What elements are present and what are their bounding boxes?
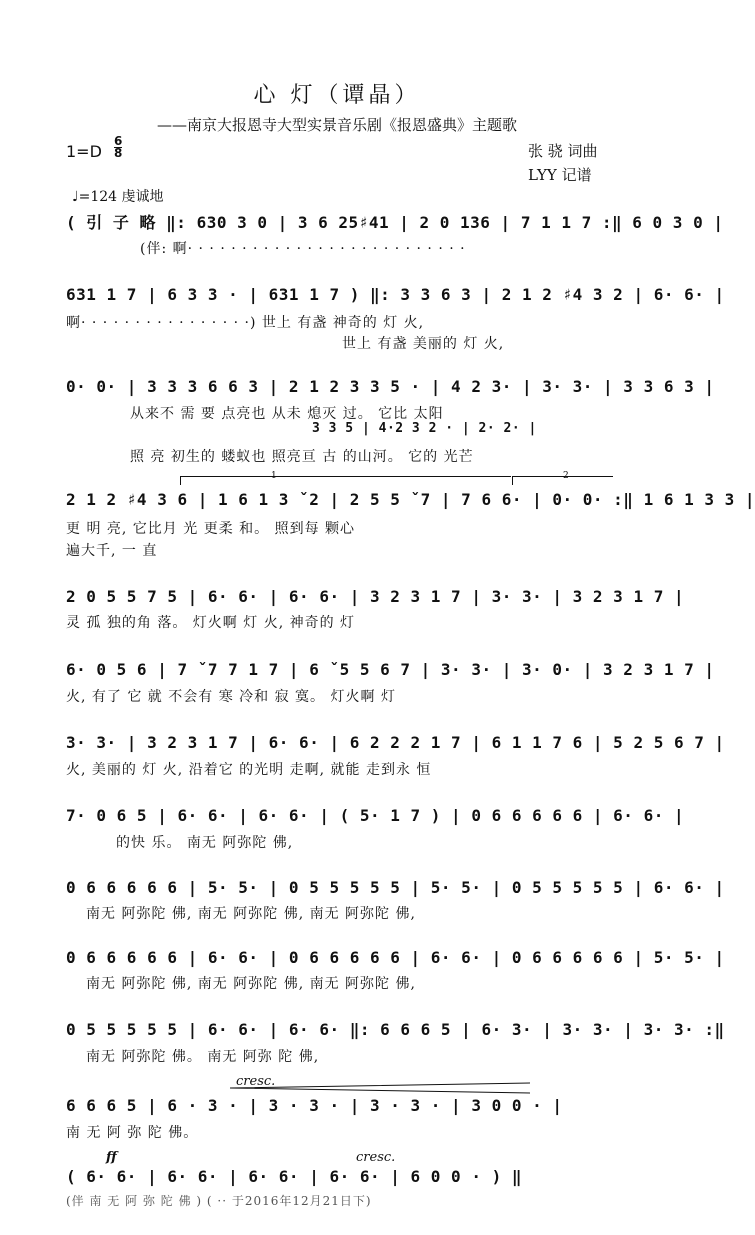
notation-row-7: 3· 3· | 3 2 3 1 7 | 6· 6· | 6 2 2 2 1 7 | 6 1 1 7 6 | 5 2 5 6 7 |	[66, 733, 725, 752]
cresc-mark-1: cresc.	[236, 1074, 276, 1089]
notation-row-2: 631 1 7 | 6 3 3 · | 631 1 7 ) ‖: 3 3 6 3 | 2 1 2 ♯4 3 2 | 6· 6· |	[66, 285, 725, 304]
notation-row-9: 0 6 6 6 6 6 | 5· 5· | 0 5 5 5 5 5 | 5· 5· | 0 5 5 5 5 5 | 6· 6· |	[66, 878, 725, 897]
lyric-row-9: 南无 阿弥陀 佛, 南无 阿弥陀 佛, 南无 阿弥陀 佛,	[86, 906, 416, 922]
notation-row-5: 2 0 5 5 7 5 | 6· 6· | 6· 6· | 3 2 3 1 7 | 3· 3· | 3 2 3 1 7 |	[66, 587, 685, 606]
lyric-row-8: 的快 乐。 南无 阿弥陀 佛,	[116, 835, 294, 851]
time-signature	[114, 136, 122, 159]
notation-row-12: 6 6 6 5 | 6 · 3 · | 3 · 3 · | 3 · 3 · | 3 0 0 · |	[66, 1096, 563, 1115]
dynamic-ff: ff	[106, 1150, 117, 1165]
tempo-marking: ♩=124 虔诚地	[72, 189, 164, 205]
notation-row-1: ( 引 子 略 ‖: 630 3 0 | 3 6 25♯41 | 2 0 136 | 7 1 1 7 :‖ 6 0 3 0 |	[66, 213, 724, 232]
volta-bracket-2	[512, 471, 613, 485]
volta-number-1: 1	[271, 471, 277, 481]
cresc-mark-2: cresc.	[356, 1150, 396, 1165]
notation-row-6: 6· 0 5 6 | 7 ˇ7 7 1 7 | 6 ˇ5 5 6 7 | 3· 3· | 3· 0· | 3 2 3 1 7 |	[66, 660, 715, 679]
lyric-row-11: 南无 阿弥陀 佛。 南无 阿弥 陀 佛,	[86, 1049, 320, 1065]
lyric-row-2a: 啊· · · · · · · · · · · · · · · ·) 世上 有盏 神奇的 灯 火,	[66, 315, 425, 331]
lyric-row-6: 火, 有了 它 就 不会有 寒 冷和 寂 寞。 灯火啊 灯	[66, 689, 396, 705]
lyric-row-3b: 照 亮 初生的 蝼蚁也 照亮亘 古 的山河。 它的 光芒	[130, 449, 474, 465]
lyric-row-1: (伴: 啊· · · · · · · · · · · · · · · · · · · · · · · · · ·	[140, 241, 466, 257]
meter-bottom: 8	[114, 146, 123, 160]
lyric-row-5: 灵 孤 独的角 落。 灯火啊 灯 火, 神奇的 灯	[66, 615, 356, 631]
key-signature: 1=D	[66, 142, 102, 161]
lyric-row-12: 南 无 阿 弥 陀 佛。	[66, 1125, 199, 1141]
notation-row-11: 0 5 5 5 5 5 | 6· 6· | 6· 6· ‖: 6 6 6 5 | 6· 3· | 3· 3· | 3· 3· :‖	[66, 1020, 725, 1039]
notation-row-8: 7· 0 6 5 | 6· 6· | 6· 6· | ( 5· 1 7 ) | 0 6 6 6 6 6 | 6· 6· |	[66, 806, 685, 825]
lyric-row-13: (伴 南 无 阿 弥 陀 佛 ) ( ·· 于2016年12月21日下)	[66, 1194, 372, 1208]
meter-top: 6	[114, 134, 123, 148]
lyric-row-10: 南无 阿弥陀 佛, 南无 阿弥陀 佛, 南无 阿弥陀 佛,	[86, 976, 416, 992]
volta-bracket-1	[180, 471, 511, 485]
lyric-row-3a: 从来不 需 要 点亮也 从未 熄灭 过。 它比 太阳	[130, 406, 444, 422]
song-title: 心 灯（谭晶）	[253, 83, 421, 108]
cresc-hairpin-1	[230, 1082, 540, 1094]
volta-number-2: 2	[563, 471, 569, 481]
notation-row-13: ( 6· 6· | 6· 6· | 6· 6· | 6· 6· | 6 0 0 · ) ‖	[66, 1167, 522, 1186]
notation-variant-row-3: 3 3 5 | 4·2 3 2 · | 2· 2· |	[312, 421, 537, 436]
notation-row-10: 0 6 6 6 6 6 | 6· 6· | 0 6 6 6 6 6 | 6· 6· | 0 6 6 6 6 6 | 5· 5· |	[66, 948, 725, 967]
song-subtitle: ——南京大报恩寺大型实景音乐剧《报恩盛典》主题歌	[156, 116, 517, 134]
notation-row-4: 2 1 2 ♯4 3 6 | 1 6 1 3 ˇ2 | 2 5 5 ˇ7 | 7 6 6· | 0· 0· :‖ 1 6 1 3 3 |	[66, 490, 755, 509]
lyric-row-4a: 更 明 亮, 它比月 光 更柔 和。 照到每 颗心	[66, 521, 356, 537]
lyric-row-7: 火, 美丽的 灯 火, 沿着它 的光明 走啊, 就能 走到永 恒	[66, 762, 432, 778]
transcriber-credit: LYY 记谱	[528, 166, 592, 184]
lyric-row-2b: 世上 有盏 美丽的 灯 火,	[342, 336, 505, 352]
lyric-row-4b: 遍大千, 一 直	[66, 543, 158, 559]
notation-row-3: 0· 0· | 3 3 3 6 6 3 | 2 1 2 3 3 5 · | 4 2 3· | 3· 3· | 3 3 6 3 |	[66, 377, 715, 396]
author-credit: 张 骁 词曲	[528, 142, 598, 160]
